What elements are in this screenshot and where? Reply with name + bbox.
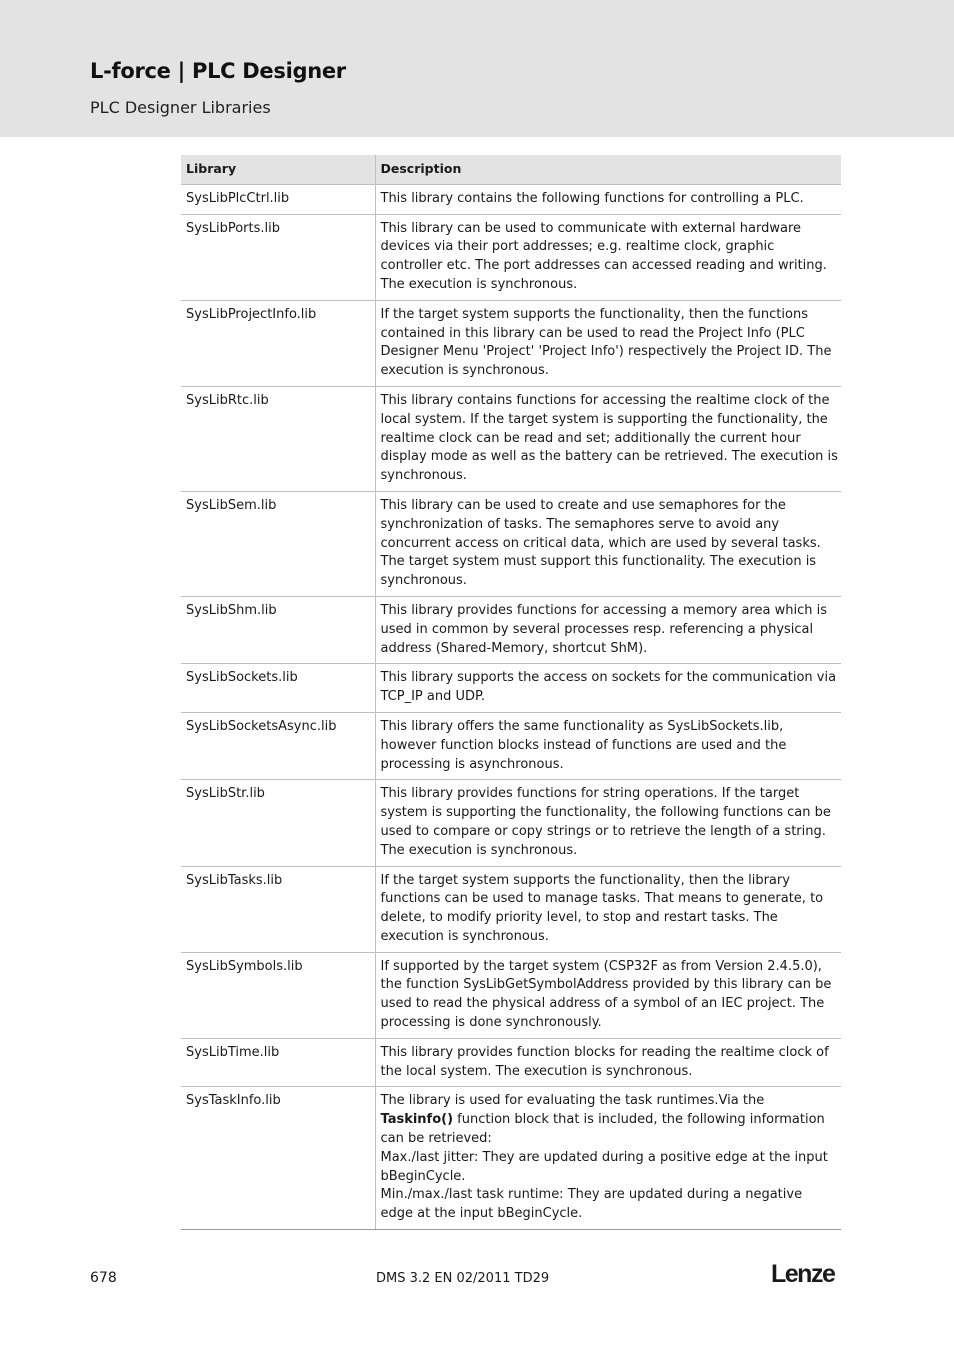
table-row bbox=[181, 1087, 841, 1230]
library-description: This library provides function blocks for reading the realtime clock of the local system. The execution is synchronous. bbox=[375, 1038, 841, 1087]
table-row bbox=[181, 712, 841, 779]
table-row bbox=[181, 664, 841, 713]
library-name: SysLibShm.lib bbox=[181, 596, 375, 663]
table-row bbox=[181, 184, 841, 214]
function-block-name: Taskinfo() bbox=[380, 1112, 454, 1128]
library-table bbox=[181, 155, 841, 1230]
description-jitter-line: Max./last jitter: They are updated during a positive edge at the input bBeginCycle. bbox=[380, 1149, 828, 1184]
svg-text:Lenze: Lenze bbox=[771, 1260, 835, 1287]
library-description: This library supports the access on sockets for the communication via TCP_IP and UDP. bbox=[375, 664, 841, 713]
library-description: If supported by the target system (CSP32F as from Version 2.4.5.0), the function SysLibGetSymbolAddress provided by this library can be used to read the physical address of a symbol of an IEC project. The processing is done synchronously. bbox=[375, 952, 841, 1038]
library-name: SysLibSymbols.lib bbox=[181, 952, 375, 1038]
library-name: SysTaskInfo.lib bbox=[181, 1087, 375, 1230]
table-row bbox=[181, 214, 841, 300]
library-description: This library offers the same functionality as SysLibSockets.lib, however function blocks instead of functions are used and the processing is asynchronous. bbox=[375, 712, 841, 779]
document-code: DMS 3.2 EN 02/2011 TD29 bbox=[376, 1271, 550, 1286]
table-row bbox=[181, 952, 841, 1038]
description-intro: The library is used for evaluating the task runtimes.Via the bbox=[380, 1093, 765, 1109]
library-description: This library provides functions for accessing a memory area which is used in common by several processes resp. referencing a physical address (Shared-Memory, shortcut ShM). bbox=[375, 596, 841, 663]
library-description: This library can be used to communicate with external hardware devices via their port addresses; e.g. realtime clock, graphic controller etc. The port addresses can accessed reading and writing. The execution is synchronous. bbox=[375, 214, 841, 300]
document-subtitle: PLC Designer Libraries bbox=[90, 98, 271, 117]
library-name: SysLibProjectInfo.lib bbox=[181, 300, 375, 386]
table-row bbox=[181, 596, 841, 663]
library-name: SysLibPlcCtrl.lib bbox=[181, 184, 375, 214]
description-rest: function block that is included, the following information can be retrieved: bbox=[380, 1112, 825, 1147]
library-description: This library can be used to create and use semaphores for the synchronization of tasks. The semaphores serve to avoid any concurrent access on critical data, which are used by several tasks. The target system must support this functionality. The execution is synchronous. bbox=[375, 491, 841, 596]
table-row bbox=[181, 386, 841, 491]
library-description: If the target system supports the functionality, then the functions contained in this library can be used to read the Project Info (PLC Designer Menu 'Project' 'Project Info') respectively the Project ID. The execution is synchronous. bbox=[375, 300, 841, 386]
table-row bbox=[181, 780, 841, 866]
library-name: SysLibStr.lib bbox=[181, 780, 375, 866]
header-band bbox=[0, 0, 954, 137]
library-name: SysLibSem.lib bbox=[181, 491, 375, 596]
library-name: SysLibTime.lib bbox=[181, 1038, 375, 1087]
library-name: SysLibSocketsAsync.lib bbox=[181, 712, 375, 779]
column-header-library: Library bbox=[181, 155, 375, 184]
table-header-row bbox=[181, 155, 841, 184]
library-description: This library contains the following functions for controlling a PLC. bbox=[375, 184, 841, 214]
lenze-logo bbox=[770, 1259, 850, 1287]
page-number: 678 bbox=[90, 1270, 117, 1286]
library-name: SysLibRtc.lib bbox=[181, 386, 375, 491]
library-name: SysLibPorts.lib bbox=[181, 214, 375, 300]
document-title: L-force | PLC Designer bbox=[90, 59, 346, 83]
library-description: This library provides functions for string operations. If the target system is supporting the functionality, the following functions can be used to compare or copy strings or to retrieve the length of a string. The execution is synchronous. bbox=[375, 780, 841, 866]
library-description: If the target system supports the functionality, then the library functions can be used to manage tasks. That means to generate, to delete, to modify priority level, to stop and restart tasks. The execution is synchronous. bbox=[375, 866, 841, 952]
library-description bbox=[375, 1087, 841, 1230]
table-row bbox=[181, 1038, 841, 1087]
table-row bbox=[181, 491, 841, 596]
library-name: SysLibTasks.lib bbox=[181, 866, 375, 952]
library-description: This library contains functions for accessing the realtime clock of the local system. If the target system is supporting the functionality, the realtime clock can be read and set; additionally the current hour display mode as well as the battery can be retrieved. The execution is synchronous. bbox=[375, 386, 841, 491]
table-row bbox=[181, 300, 841, 386]
table-body bbox=[181, 184, 841, 1229]
description-runtime-line: Min./max./last task runtime: They are updated during a negative edge at the input bBeginCycle. bbox=[380, 1187, 803, 1222]
table-row bbox=[181, 866, 841, 952]
column-header-description: Description bbox=[375, 155, 841, 184]
library-name: SysLibSockets.lib bbox=[181, 664, 375, 713]
